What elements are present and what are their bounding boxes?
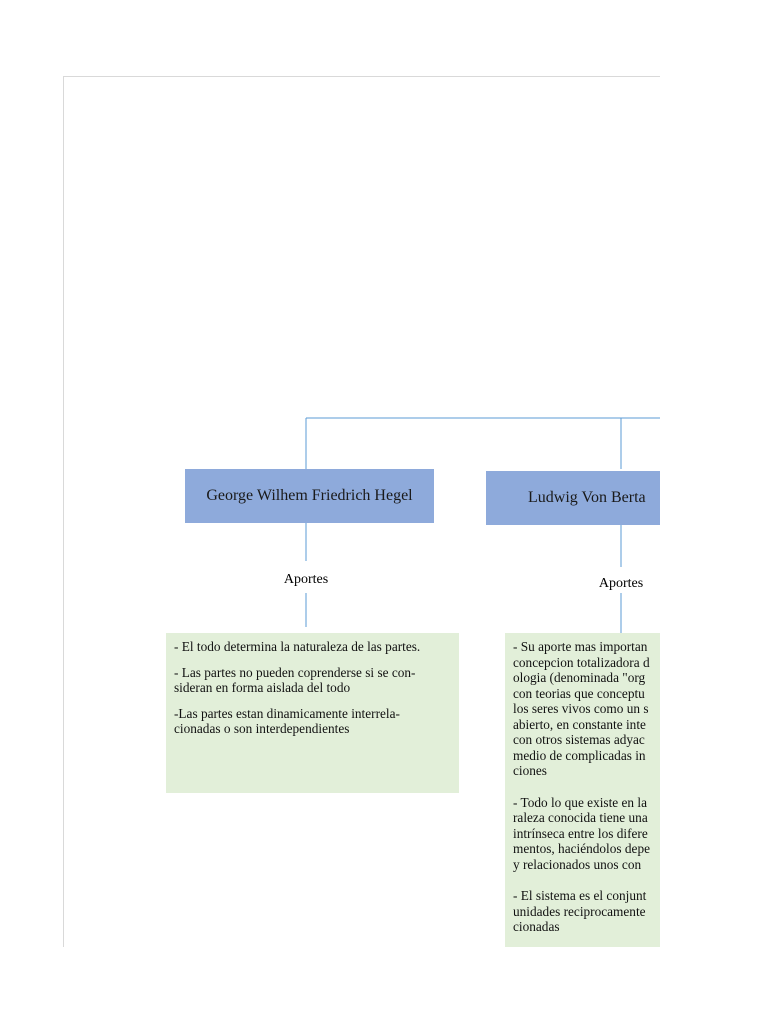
hegel-aportes-label: Aportes: [283, 572, 329, 587]
hegel-point-1: - El todo determina la naturaleza de las partes.: [174, 639, 421, 654]
bertalanffy-name-box: [486, 471, 660, 525]
hegel-name-box: [185, 469, 434, 523]
hegel-point-2: - Las partes no pueden coprenderse si se con- sideran en forma aislada del todo: [174, 664, 416, 695]
bertalanffy-point-2: - Todo lo que existe en la raleza conocida tiene una intrínseca entre los difere mentos, haciéndolos depe y relacionados unos con: [513, 794, 650, 872]
hegel-point-3: -Las partes estan dinamicamente interrela- cionadas o son interdependientes: [174, 705, 400, 736]
bertalanffy-name: Ludwig Von Berta: [528, 489, 646, 506]
document-page: [63, 76, 660, 947]
bertalanffy-point-3: - El sistema es el conjunt unidades reciprocamente cionadas: [513, 888, 647, 934]
bertalanffy-point-1: - Su aporte mas importan concepcion totalizadora d ologia (denominada "org con teorias que conceptu los seres vivos como un s abierto, en constante inte con otros sistemas adyac medio de complicadas in ciones: [513, 639, 650, 778]
hegel-name: George Wilhem Friedrich Hegel: [206, 487, 413, 504]
hegel-content-box: [166, 633, 459, 793]
bertalanffy-content-box: [505, 633, 660, 947]
bertalanffy-aportes-label: Aportes: [598, 576, 644, 591]
